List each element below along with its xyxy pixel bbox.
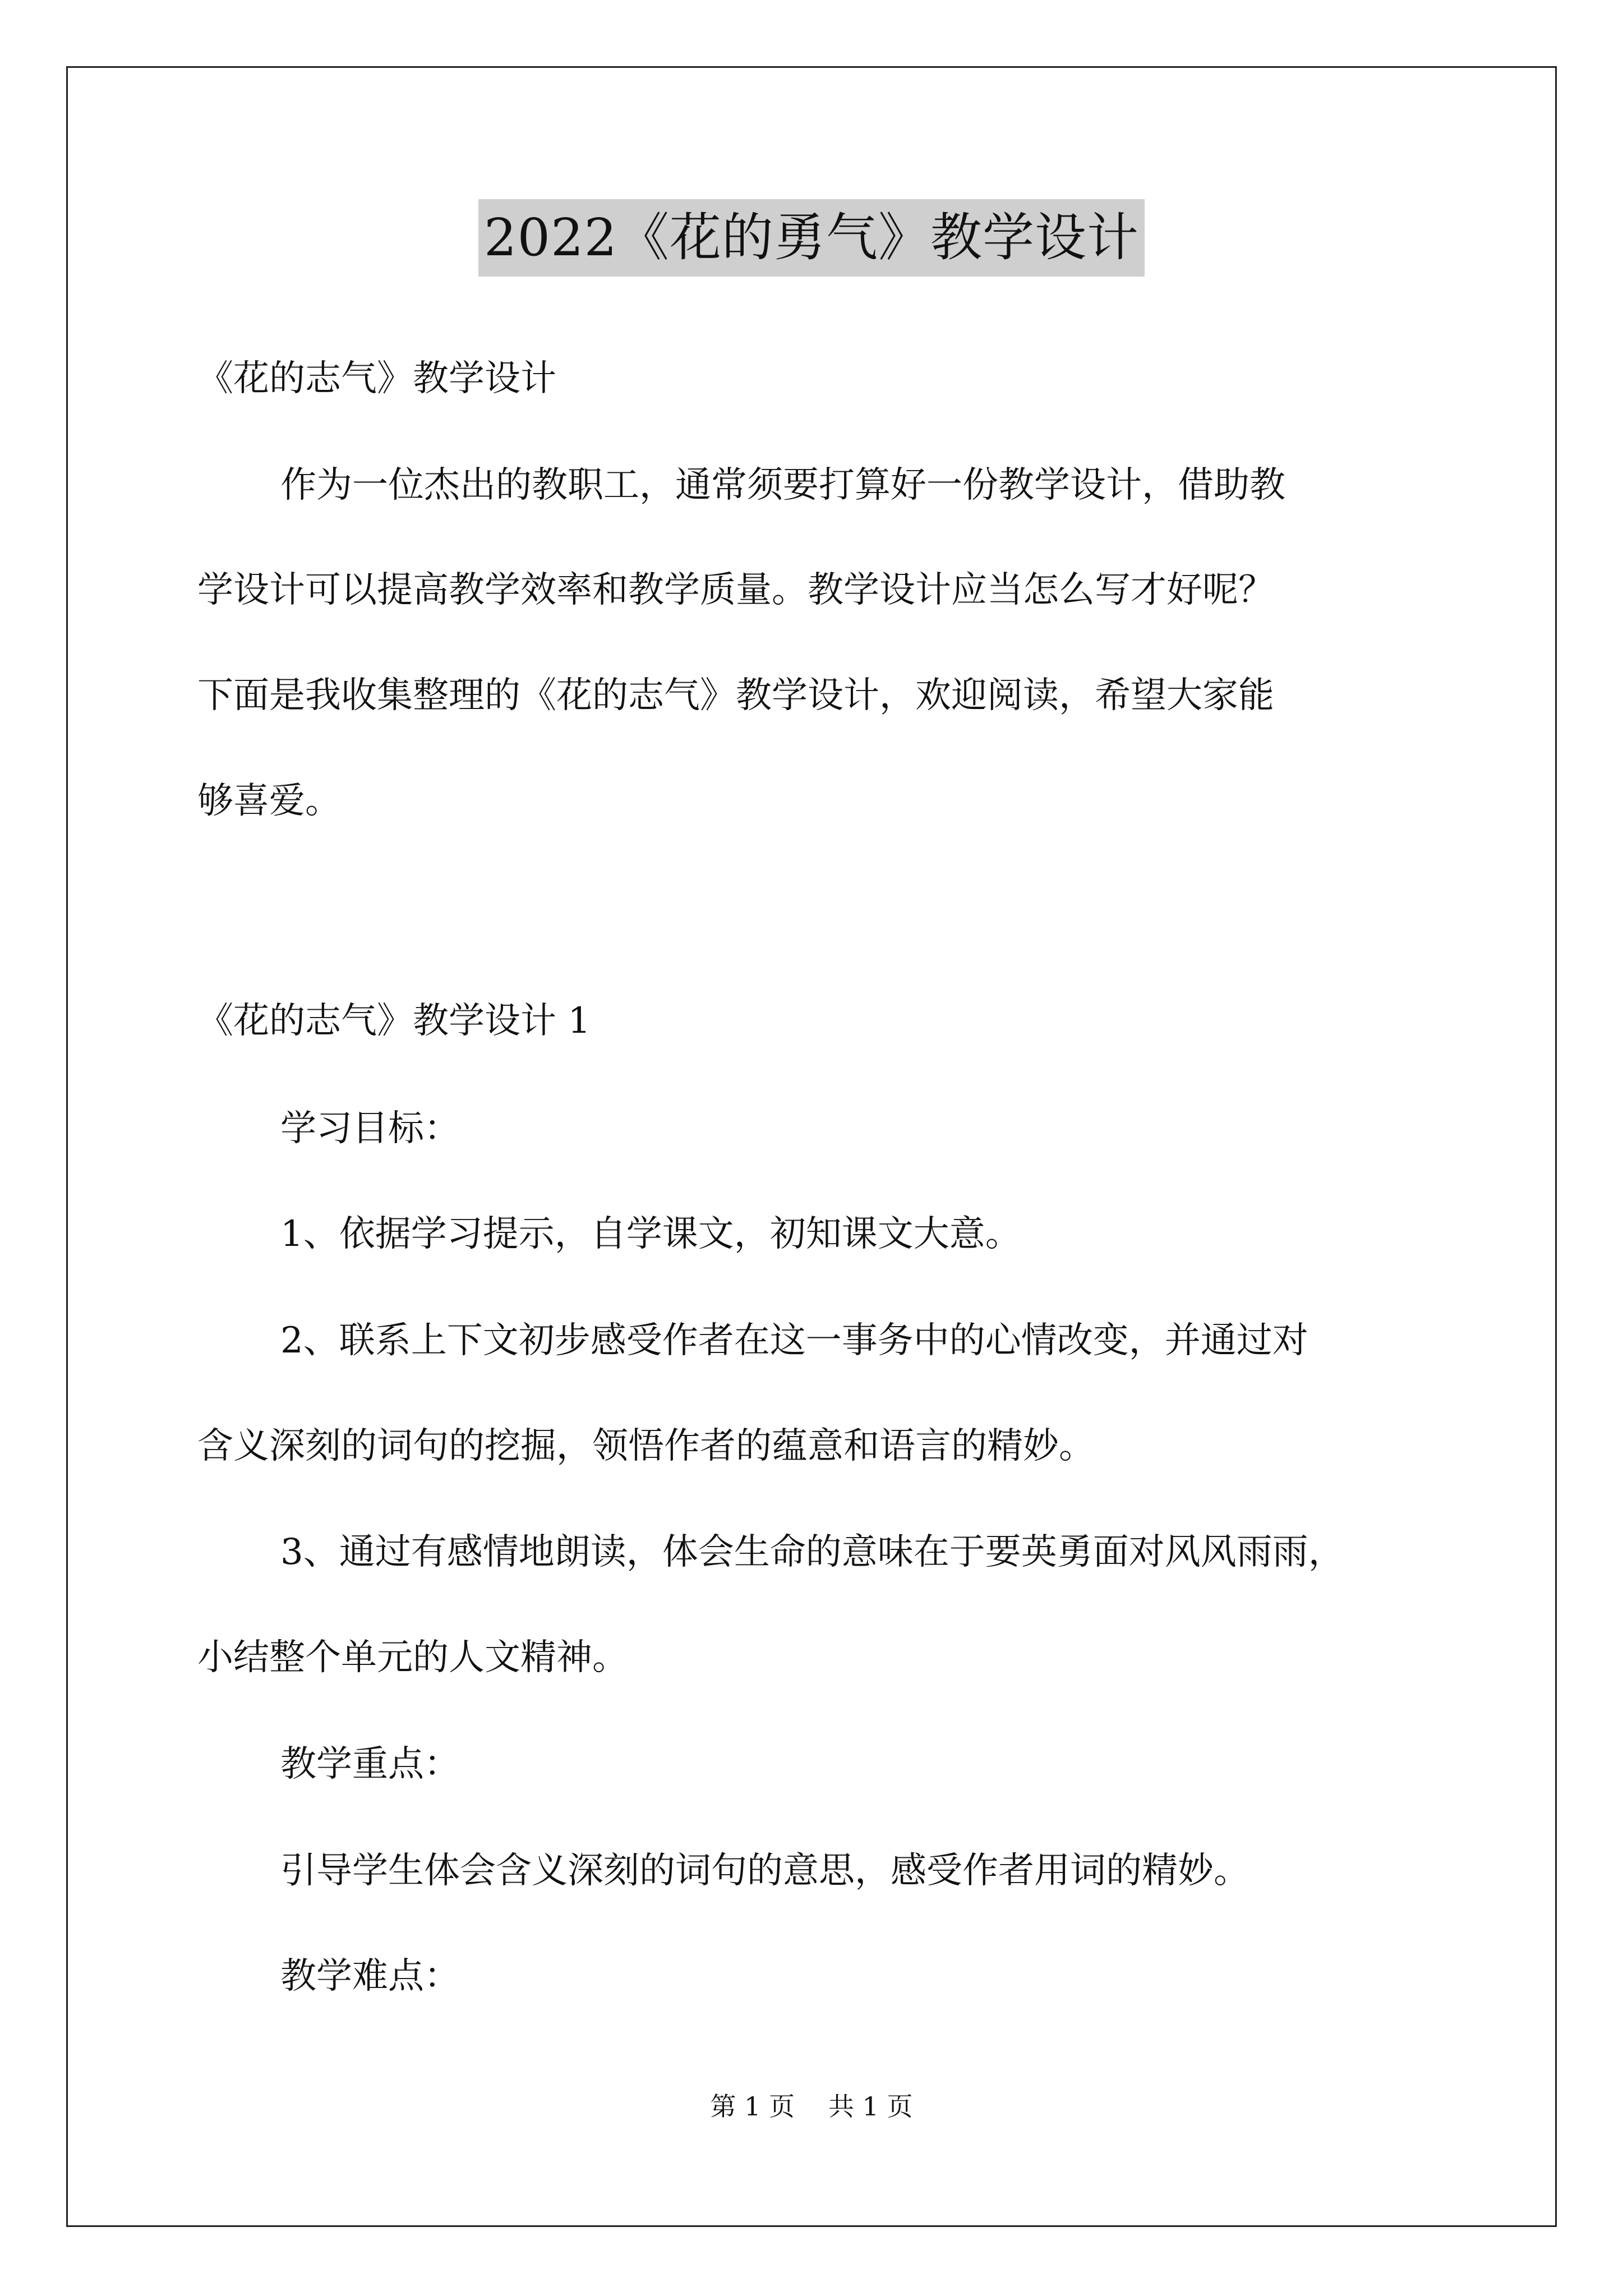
section-heading: 《花的志气》教学设计 1 — [197, 1000, 591, 1042]
intro-line-3: 下面是我收集整理的《花的志气》教学设计，欢迎阅读，希望大家能 — [197, 675, 1274, 716]
objective-line-3: 含义深刻的词句的挖掘，领悟作者的蕴意和语言的精妙。 — [197, 1425, 1095, 1467]
objective-line-2: 2、联系上下文初步感受作者在这一事务中的心情改变，并通过对 — [280, 1320, 1308, 1361]
document-title: 2022《花的勇气》教学设计 — [478, 199, 1145, 277]
intro-line-2: 学设计可以提高教学效率和教学质量。教学设计应当怎么写才好呢？ — [197, 569, 1274, 611]
objectives-label: 学习目标： — [280, 1108, 460, 1149]
page-number: 第 1 页 — [710, 2091, 795, 2122]
difficulty-label: 教学难点： — [280, 1955, 460, 1997]
title-container — [0, 199, 1623, 277]
key-point-text: 引导学生体会含义深刻的词句的意思，感受作者用词的精妙。 — [280, 1850, 1249, 1892]
objective-line-5: 小结整个单元的人文精神。 — [197, 1637, 628, 1678]
key-point-label: 教学重点： — [280, 1743, 460, 1785]
intro-line-1: 作为一位杰出的教职工，通常须要打算好一份教学设计，借助教 — [280, 464, 1285, 506]
objective-line-4: 3、通过有感情地朗读，体会生命的意味在于要英勇面对风风雨雨， — [280, 1531, 1344, 1573]
page-total: 共 1 页 — [828, 2091, 913, 2122]
subtitle: 《花的志气》教学设计 — [197, 358, 556, 399]
objective-line-1: 1、依据学习提示，自学课文，初知课文大意。 — [280, 1213, 1021, 1255]
page-footer — [0, 2090, 1623, 2123]
intro-line-4: 够喜爱。 — [197, 780, 341, 822]
